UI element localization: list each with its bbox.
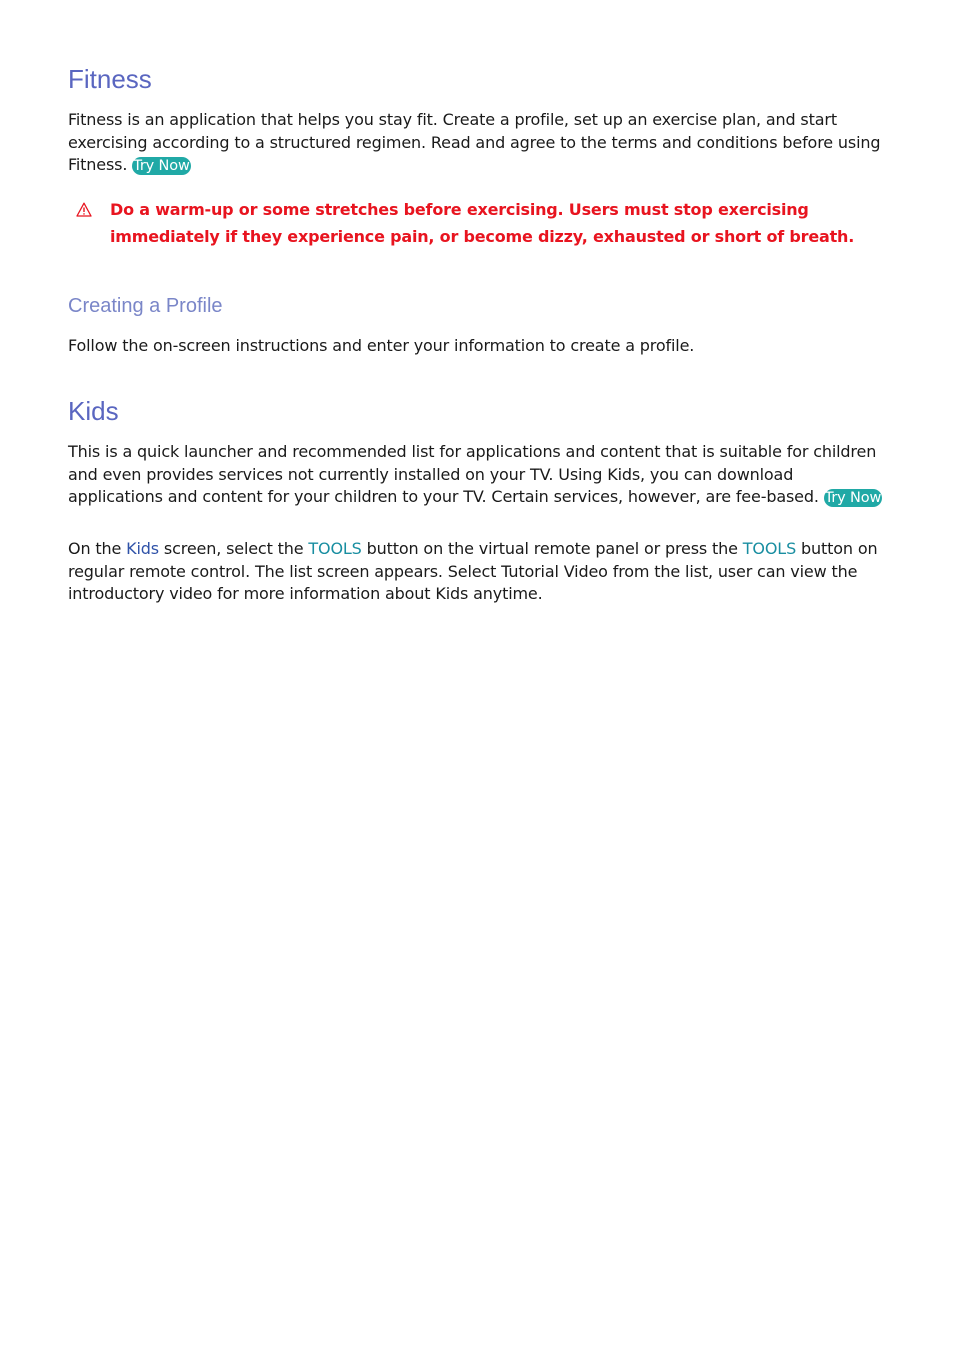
- creating-profile-description: Follow the on-screen instructions and enter your information to create a profile.: [68, 336, 695, 355]
- fitness-description: [68, 109, 888, 177]
- instructions-text-4: button on regular remote control. The list screen appears. Select Tutorial Video from the list, user can view the introductory video for more information about Kids anytime.: [68, 539, 878, 603]
- warning-text: Do a warm-up or some stretches before exercising. Users must stop exercising immediately if they experience pain, or become dizzy, exhausted or short of breath.: [110, 200, 855, 246]
- creating-profile-heading: Creating a Profile: [68, 295, 223, 317]
- tools-keyword: TOOLS: [742, 539, 797, 558]
- kids-tools-instructions: [68, 538, 888, 606]
- instructions-text-1: On the: [68, 539, 122, 558]
- instructions-text-3: button on the virtual remote panel or press the: [366, 539, 738, 558]
- kids-heading: Kids: [68, 396, 119, 426]
- kids-description: [68, 441, 888, 509]
- kids-try-now-link[interactable]: Try Now: [824, 490, 882, 506]
- fitness-heading: Fitness: [68, 64, 152, 94]
- kids-keyword: Kids: [126, 539, 159, 558]
- kids-description-text: This is a quick launcher and recommended list for applications and content that is suitable for children and even provides services not currently installed on your TV. Using Kids, you can download applications and content for your children to your TV. Certain services, however, are fee-based.: [68, 442, 877, 506]
- tools-keyword: TOOLS: [308, 539, 362, 558]
- fitness-warning: [76, 196, 888, 250]
- fitness-try-now-link[interactable]: Try Now: [133, 158, 190, 174]
- fitness-description-text: Fitness is an application that helps you stay fit. Create a profile, set up an exercise plan, and start exercising according to a structured regimen. Read and agree to the terms and conditions before using Fitness.: [68, 110, 881, 174]
- warning-triangle-icon: [76, 196, 110, 250]
- instructions-text-2: screen, select the: [163, 539, 304, 558]
